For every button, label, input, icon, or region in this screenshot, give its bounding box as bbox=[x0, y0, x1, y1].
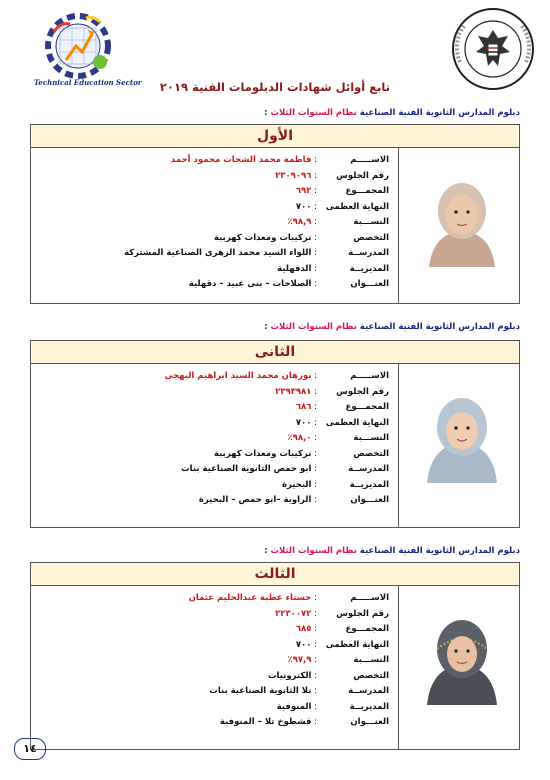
max-value: ٧٠٠ bbox=[295, 639, 312, 650]
student-fields bbox=[124, 153, 389, 293]
section-heading-prefix: دبلوم المدارس الثانوية الفنية الصناعية bbox=[359, 108, 520, 118]
percent-label: النســـبة bbox=[353, 655, 389, 665]
seat-row: رقم الجلوس: ٢٢٣٠٠٧٢ bbox=[189, 607, 389, 623]
school-row: المدرســة: اللواء السيد محمد الزهرى الصناعية المشتركة bbox=[124, 246, 389, 262]
name-value: فاطمة محمد الشحات محمود أحمد bbox=[170, 155, 312, 165]
directorate-row: المديريــة: المنوفية bbox=[189, 700, 389, 716]
directorate-value: المنوفية bbox=[276, 701, 312, 712]
address-label: العنـــوان bbox=[350, 495, 389, 505]
student-photo bbox=[423, 609, 501, 705]
photo-cell bbox=[398, 363, 519, 527]
percent-label: النســـبة bbox=[353, 217, 389, 227]
total-value: ٦٩٢ bbox=[295, 186, 312, 196]
total-label: المجمـــوع bbox=[345, 402, 389, 412]
photo-cell bbox=[398, 147, 519, 303]
section-heading-colon: : bbox=[264, 546, 268, 556]
max-row: النهاية العظمى: ٧٠٠ bbox=[189, 638, 389, 654]
total-value: ٦٨٥ bbox=[295, 624, 312, 634]
name-value: نورهان محمد السيد ابراهيم البهجى bbox=[164, 371, 312, 381]
address-label: العنـــوان bbox=[350, 279, 389, 289]
total-row: المجمـــوع: ٦٨٥ bbox=[189, 622, 389, 638]
percent-value: ٩٨,٠٪ bbox=[287, 433, 312, 443]
section-heading-prefix: دبلوم المدارس الثانوية الفنية الصناعية bbox=[359, 322, 520, 332]
section-heading-colon: : bbox=[264, 108, 268, 118]
total-value: ٦٨٦ bbox=[295, 402, 312, 412]
address-value: الراوية –ابو حمص – البحيرة bbox=[198, 495, 312, 505]
student-card-1 bbox=[30, 124, 520, 304]
address-row: العنـــوان: الراوية –ابو حمص – البحيرة bbox=[164, 493, 389, 509]
student-card-3 bbox=[30, 562, 520, 750]
school-value: ابو حمص الثانوية الصناعية بنات bbox=[181, 464, 312, 474]
school-value: تلا الثانوية الصناعية بنات bbox=[209, 686, 312, 696]
name-label: الاســـــم bbox=[350, 593, 389, 603]
photo-cell bbox=[398, 585, 519, 749]
total-label: المجمـــوع bbox=[345, 186, 389, 196]
student-card-2 bbox=[30, 340, 520, 528]
total-row: المجمـــوع: ٦٨٦ bbox=[164, 400, 389, 416]
specialty-value: تركيبات ومعدات كهربية bbox=[214, 232, 312, 243]
student-fields bbox=[164, 369, 389, 509]
school-label: المدرســة bbox=[348, 248, 389, 258]
max-label: النهاية العظمى bbox=[325, 639, 389, 650]
max-value: ٧٠٠ bbox=[295, 201, 312, 212]
seat-value: ٢٣٩٣٩٨١ bbox=[275, 386, 312, 397]
section-heading-1 bbox=[264, 108, 520, 118]
address-value: الصلاحات – بنى عبيد – دقهلية bbox=[188, 279, 312, 289]
total-label: المجمـــوع bbox=[345, 624, 389, 634]
percent-row: النســـبة: ٩٨,٩٪ bbox=[124, 215, 389, 231]
max-value: ٧٠٠ bbox=[295, 417, 312, 428]
percent-row: النســـبة: ٩٧,٩٪ bbox=[189, 653, 389, 669]
name-row: الاســـــم: فاطمة محمد الشحات محمود أحمد bbox=[124, 153, 389, 169]
address-label: العنـــوان bbox=[350, 717, 389, 727]
specialty-label: التخصص bbox=[353, 448, 389, 459]
seat-row: رقم الجلوس: ٢٣٩٣٩٨١ bbox=[164, 385, 389, 401]
max-row: النهاية العظمى: ٧٠٠ bbox=[124, 200, 389, 216]
percent-label: النســـبة bbox=[353, 433, 389, 443]
school-row: المدرســة: تلا الثانوية الصناعية بنات bbox=[189, 684, 389, 700]
name-label: الاســـــم bbox=[350, 371, 389, 381]
rank-title: الثالث bbox=[31, 563, 519, 586]
section-heading-suffix: نظام السنوات الثلاث bbox=[270, 322, 357, 332]
specialty-row: التخصص: تركيبات ومعدات كهربية bbox=[164, 447, 389, 463]
address-row: العنـــوان: قشطوخ تلا – المنوفية bbox=[189, 715, 389, 731]
student-photo bbox=[423, 171, 501, 267]
max-label: النهاية العظمى bbox=[325, 201, 389, 212]
school-label: المدرســة bbox=[348, 686, 389, 696]
max-row: النهاية العظمى: ٧٠٠ bbox=[164, 416, 389, 432]
directorate-value: البحيرة bbox=[281, 479, 312, 490]
directorate-label: المديريــة bbox=[349, 479, 389, 490]
name-label: الاســـــم bbox=[350, 155, 389, 165]
directorate-label: المديريــة bbox=[349, 701, 389, 712]
section-heading-prefix: دبلوم المدارس الثانوية الفنية الصناعية bbox=[359, 546, 520, 556]
name-value: حسناء عطية عبدالحليم عثمان bbox=[188, 593, 312, 603]
specialty-value: الكترونيات bbox=[267, 670, 312, 681]
specialty-row: التخصص: الكترونيات bbox=[189, 669, 389, 685]
student-photo bbox=[423, 387, 501, 483]
address-row: العنـــوان: الصلاحات – بنى عبيد – دقهلية bbox=[124, 277, 389, 293]
total-row: المجمـــوع: ٦٩٢ bbox=[124, 184, 389, 200]
gear-icon bbox=[30, 6, 126, 86]
school-row: المدرســة: ابو حمص الثانوية الصناعية بنات bbox=[164, 462, 389, 478]
logo-caption: Technical Education Sector bbox=[34, 78, 142, 87]
section-heading-suffix: نظام السنوات الثلاث bbox=[270, 546, 357, 556]
specialty-label: التخصص bbox=[353, 670, 389, 681]
section-heading-3 bbox=[264, 546, 520, 556]
technical-education-logo bbox=[30, 6, 126, 86]
section-heading-suffix: نظام السنوات الثلاث bbox=[270, 108, 357, 118]
name-row: الاســـــم: حسناء عطية عبدالحليم عثمان bbox=[189, 591, 389, 607]
school-value: اللواء السيد محمد الزهرى الصناعية المشتركة bbox=[124, 248, 312, 258]
specialty-label: التخصص bbox=[353, 232, 389, 243]
percent-value: ٩٧,٩٪ bbox=[287, 655, 312, 665]
seat-label: رقم الجلوس bbox=[336, 608, 389, 619]
max-label: النهاية العظمى bbox=[325, 417, 389, 428]
student-fields bbox=[189, 591, 389, 731]
section-heading-colon: : bbox=[264, 322, 268, 332]
seat-row: رقم الجلوس: ٢٣٠٩٠٩٦ bbox=[124, 169, 389, 185]
school-label: المدرســة bbox=[348, 464, 389, 474]
rank-title: الأول bbox=[31, 125, 519, 148]
page-number: ١٤ bbox=[14, 738, 46, 760]
rank-title: الثانى bbox=[31, 341, 519, 364]
specialty-row: التخصص: تركيبات ومعدات كهربية bbox=[124, 231, 389, 247]
percent-row: النســـبة: ٩٨,٠٪ bbox=[164, 431, 389, 447]
directorate-label: المديريــة bbox=[349, 263, 389, 274]
directorate-value: الدقهلية bbox=[277, 263, 312, 274]
seat-value: ٢٣٠٩٠٩٦ bbox=[275, 170, 312, 181]
address-value: قشطوخ تلا – المنوفية bbox=[219, 717, 312, 727]
percent-value: ٩٨,٩٪ bbox=[287, 217, 312, 227]
directorate-row: المديريــة: الدقهلية bbox=[124, 262, 389, 278]
seat-label: رقم الجلوس bbox=[336, 386, 389, 397]
seat-label: رقم الجلوس bbox=[336, 170, 389, 181]
page-title: تابع أوائل شهادات الدبلومات الفنية ٢٠١٩ bbox=[159, 80, 391, 94]
section-heading-2 bbox=[264, 322, 520, 332]
name-row: الاســـــم: نورهان محمد السيد ابراهيم البهجى bbox=[164, 369, 389, 385]
directorate-row: المديريــة: البحيرة bbox=[164, 478, 389, 494]
specialty-value: تركيبات ومعدات كهربية bbox=[214, 448, 312, 459]
seat-value: ٢٢٣٠٠٧٢ bbox=[275, 608, 312, 619]
